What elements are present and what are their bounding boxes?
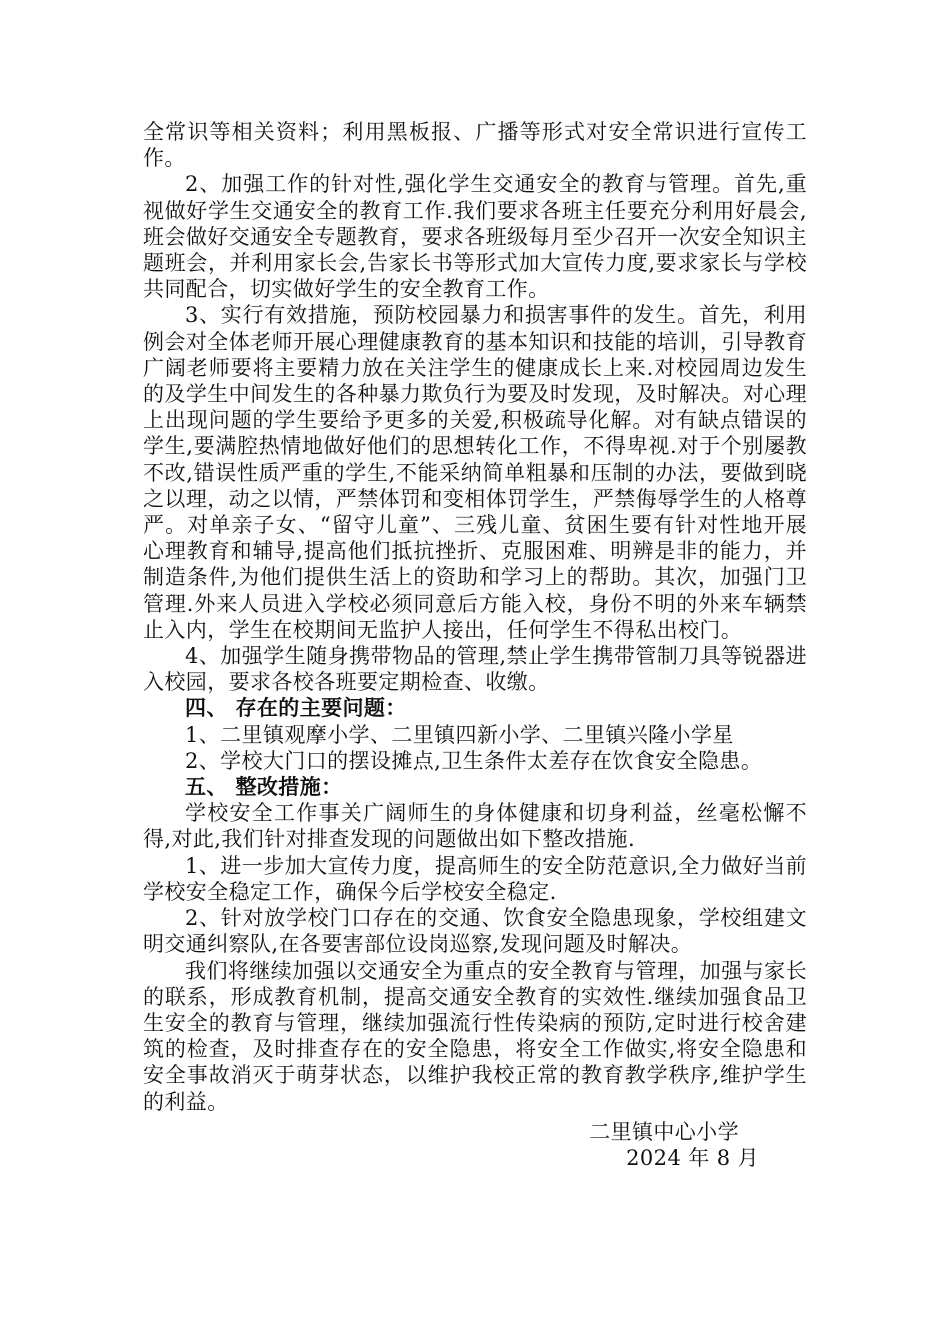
signature-date: 2024 年 8 月	[626, 1145, 759, 1170]
document-page	[143, 119, 807, 1171]
signature-organization: 二里镇中心小学	[589, 1119, 739, 1144]
paragraph-traffic-safety: 2、加强工作的针对性,强化学生交通安全的教育与管理。首先,重视做好学生交通安全的教育工作.我们要求各班主任要充分利用好晨会,班会做好交通安全专题教育，要求各班级每月至少召开一次安全知识主题班会，并利用家长会,告家长书等形式加大宣传力度,要求家长与学校共同配合，切实做好学生的安全教育工作。	[143, 172, 807, 302]
section-heading-measures: 五、 整改措施：	[185, 774, 343, 800]
paragraph-violence-prevention: 3、实行有效措施，预防校园暴力和损害事件的发生。首先，利用例会对全体老师开展心理健康教育的基本知识和技能的培训，引导教育广阔老师要将主要精力放在关注学生的健康成长上来.对校园周边发生的及学生中间发生的各种暴力欺负行为要及时发现，及时解决。对心理上出现问题的学生要给予更多的关爱,积极疏导化解。对有缺点错误的学生,要满腔热情地做好他们的思想转化工作，不得卑视.对于个别屡教不改,错误性质严重的学生,不能采纳简单粗暴和压制的办法，要做到晓之以理，动之以情，严禁体罚和变相体罚学生，严禁侮辱学生的人格尊严。对单亲子女、“留守儿童”、三残儿童、贫困生要有针对性地开展心理教育和辅导,提高他们抵抗挫折、克服困难、明辨是非的能力，并制造条件,为他们提供生活上的资助和学习上的帮助。其次，加强门卫管理.外来人员进入学校必须同意后方能入校，身份不明的外来车辆禁止入内，学生在校期间无监护人接出，任何学生不得私出校门。	[143, 303, 807, 642]
paragraph-safety-knowledge: 全常识等相关资料；利用黑板报、广播等形式对安全常识进行宣传工作。	[143, 120, 807, 171]
problem-item-1: 1、二里镇观摩小学、二里镇四新小学、二里镇兴隆小学星	[185, 722, 734, 747]
measure-item-1: 1、进一步加大宣传力度，提高师生的安全防范意识,全力做好当前学校安全稳定工作，确保今后学校安全稳定.	[143, 853, 807, 904]
measure-item-2: 2、针对放学校门口存在的交通、饮食安全隐患现象，学校组建文明交通纠察队,在各要害部位设岗巡察,发现问题及时解决。	[143, 906, 807, 957]
measures-intro: 学校安全工作事关广阔师生的身体健康和切身利益，丝毫松懈不得,对此,我们针对排查发现的问题做出如下整改措施.	[143, 801, 807, 852]
paragraph-carried-items: 4、加强学生随身携带物品的管理,禁止学生携带管制刀具等锐器进入校园，要求各校各班要定期检查、收缴。	[143, 644, 807, 695]
problem-item-2: 2、学校大门口的摆设摊点,卫生条件太差存在饮食安全隐患。	[185, 748, 763, 773]
closing-paragraph: 我们将继续加强以交通安全为重点的安全教育与管理，加强与家长的联系，形成教育机制，提高交通安全教育的实效性.继续加强食品卫生安全的教育与管理，继续加强流行性传染病的预防,定时进行校舍建筑的检查，及时排查存在的安全隐患，将安全工作做实,将安全隐患和安全事故消灭于萌芽状态，以维护我校正常的教育教学秩序,维护学生的利益。	[143, 958, 807, 1114]
section-heading-problems: 四、 存在的主要问题：	[185, 695, 407, 721]
